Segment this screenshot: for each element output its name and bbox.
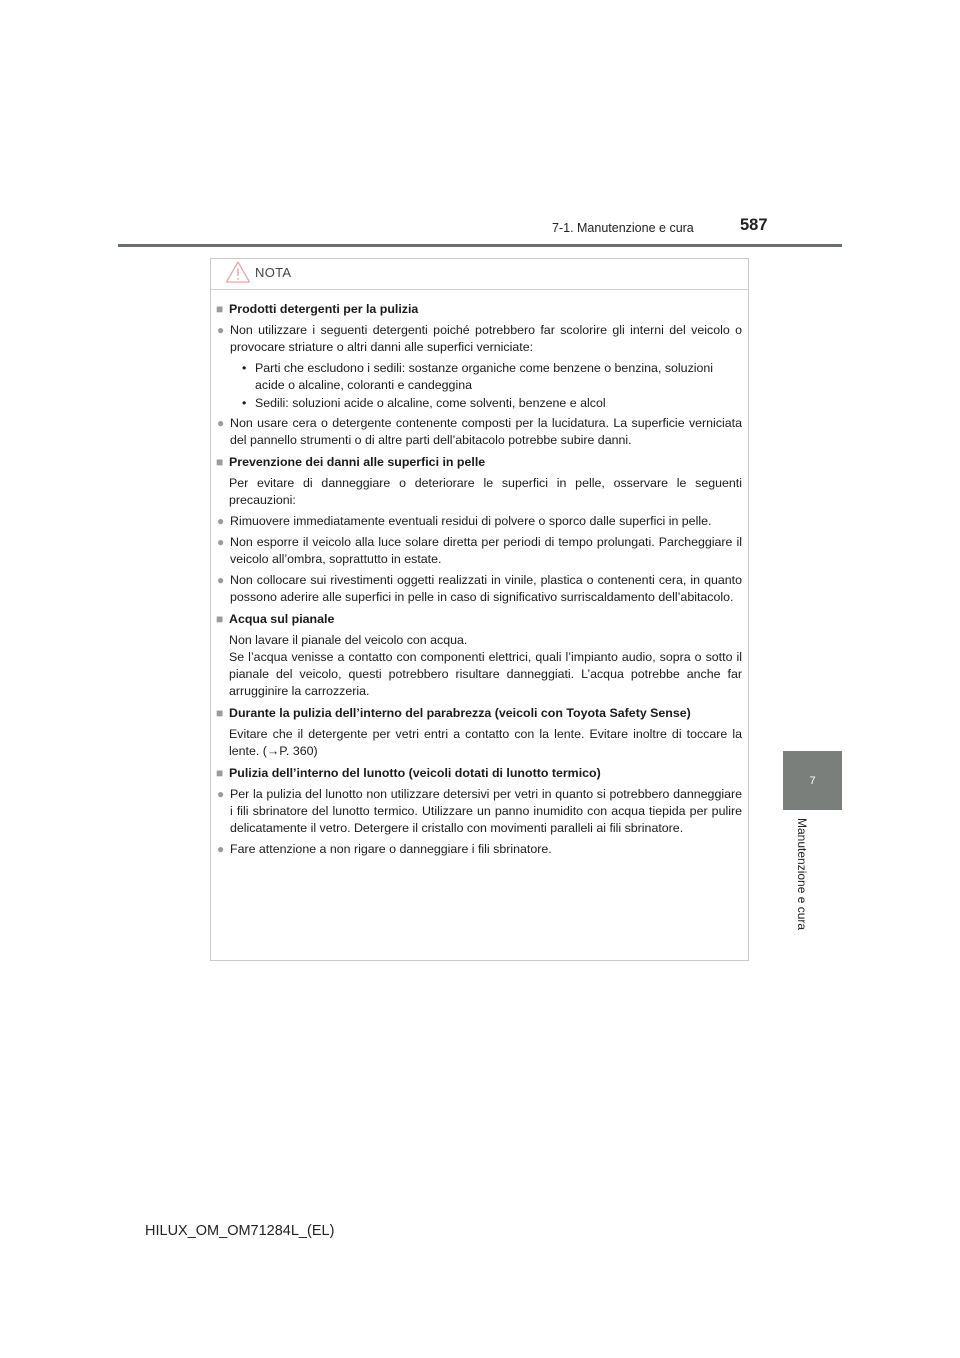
square-bullet-icon: ■ [216,302,224,316]
square-bullet-icon: ■ [216,706,224,720]
square-bullet-icon: ■ [216,612,224,626]
paragraph: Se l’acqua venisse a contatto con componenti elettrici, quali l’impianto audio, sopra o sotto il pianale del veicolo, questi potrebbero risultare danneggiati. L’acqua potrebbe anche far arrugginire la carrozzeria. [229,650,742,698]
page-number: 587 [740,216,768,234]
sub-list [216,360,742,412]
circle-bullet-icon: ● [217,787,225,801]
section-title: ■ Prodotti detergenti per la pulizia [216,302,419,316]
list-item: ● Rimuovere immediatamente eventuali residui di polvere o sporco dalle superfici in pelle. [217,514,712,528]
circle-bullet-icon: ● [217,535,225,549]
chapter-number: 7 [809,774,816,787]
dot-bullet-icon: • [242,396,247,410]
section-title: ■ Acqua sul pianale [216,612,335,626]
notice-section [216,611,742,700]
notice-box [210,258,749,961]
paragraph: Non lavare il pianale del veicolo con acqua. [229,633,468,647]
notice-section [216,765,742,858]
header-rule [118,244,842,247]
notice-section [216,301,742,449]
list-item: ● Fare attenzione a non rigare o danneggiare i fili sbrinatore. [217,842,552,856]
sub-list-item: • Parti che escludono i sedili: sostanze organiche come benzene o benzina, soluzioni acide o alcaline, coloranti e candeggina [242,361,714,392]
notice-section [216,454,742,606]
circle-bullet-icon: ● [217,514,225,528]
warning-triangle-icon [225,260,251,289]
notice-section [216,705,742,760]
list-item: ● Non esporre il veicolo alla luce solare diretta per periodi di tempo prolungati. Parcheggiare il veicolo all’ombra, soprattutto in estate. [217,535,742,566]
section-title: ■ Pulizia dell’interno del lunotto (veicoli dotati di lunotto termico) [216,766,601,780]
circle-bullet-icon: ● [217,416,225,430]
list-item: ● Non utilizzare i seguenti detergenti poiché potrebbero far scolorire gli interni del veicolo o provocare striature o altri danni alle superfici verniciate: [217,323,742,354]
chapter-tab [783,751,842,810]
list-item: ● Non collocare sui rivestimenti oggetti realizzati in vinile, plastica o contenenti cera, in quanto possono aderire alle superfici in pelle in caso di significativo surriscaldamento dell’abitacolo. [217,573,742,604]
list-item: ● Per la pulizia del lunotto non utilizzare detersivi per vetri in quanto si potrebbero danneggiare i fili sbrinatore del lunotto termico. Utilizzare un panno inumidito con acqua tiepida per pulire delicatamente il vetro. Detergere il cristallo con movimenti paralleli ai fili sbrinatore. [217,787,742,835]
header-section-title: 7-1. Manutenzione e cura [552,221,694,235]
notice-body [211,290,748,858]
circle-bullet-icon: ● [217,323,225,337]
notice-header [211,259,748,290]
list-item: ● Non usare cera o detergente contenente composti per la lucidatura. La superficie verniciata del pannello strumenti o di altre parti dell’abitacolo potrebbe subire danni. [217,416,742,447]
notice-title: NOTA [255,265,292,280]
paragraph: Per evitare di danneggiare o deteriorare le superfici in pelle, osservare le seguenti precauzioni: [229,476,742,507]
chapter-title-vertical: Manutenzione e cura [795,818,809,931]
footer-document-code: HILUX_OM_OM71284L_(EL) [145,1223,335,1239]
paragraph: Evitare che il detergente per vetri entri a contatto con la lente. Evitare inoltre di toccare la lente. (→P. 360) [229,727,742,758]
square-bullet-icon: ■ [216,455,224,469]
square-bullet-icon: ■ [216,766,224,780]
circle-bullet-icon: ● [217,842,225,856]
section-title: ■ Prevenzione dei danni alle superfici in pelle [216,455,486,469]
sub-list-item: • Sedili: soluzioni acide o alcaline, come solventi, benzene e alcol [242,396,606,410]
circle-bullet-icon: ● [217,573,225,587]
section-title: ■ Durante la pulizia dell’interno del parabrezza (veicoli con Toyota Safety Sense) [216,706,691,720]
dot-bullet-icon: • [242,361,247,375]
